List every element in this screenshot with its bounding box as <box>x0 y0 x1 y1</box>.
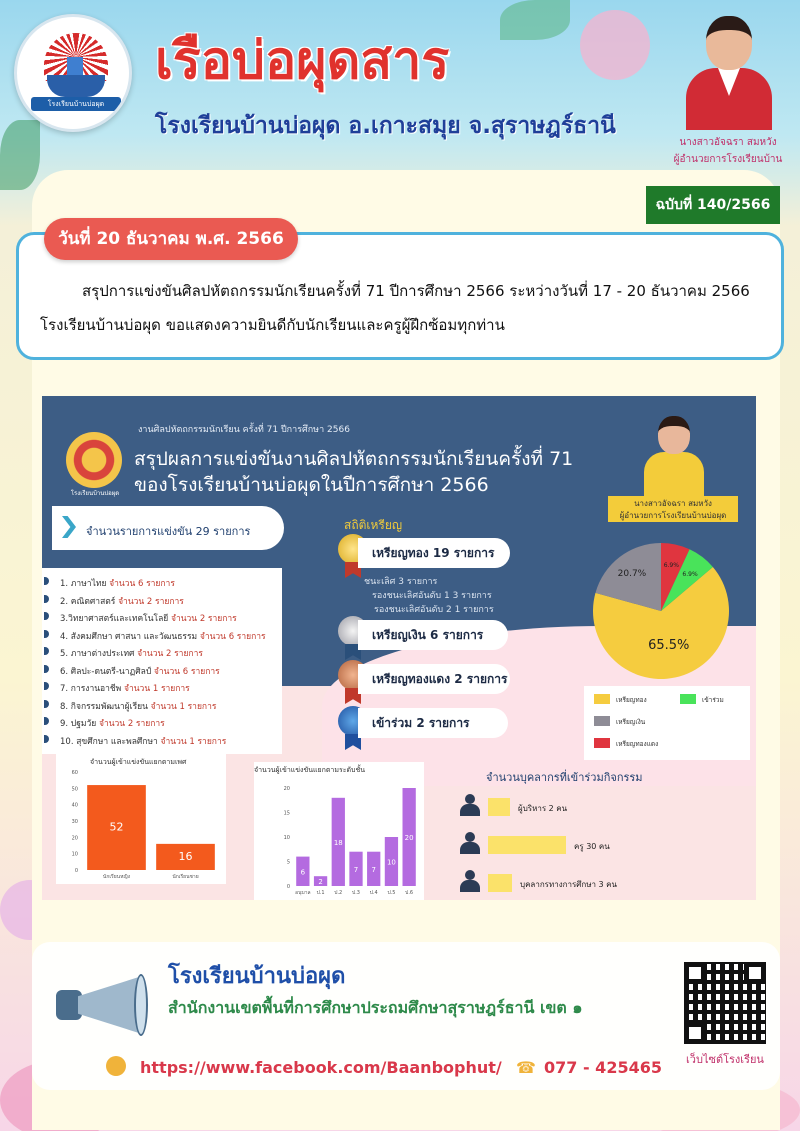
phone-number[interactable]: 077 - 425465 <box>544 1058 662 1077</box>
person-icon <box>460 832 480 854</box>
subject-list <box>42 568 282 754</box>
bar-value-label: 52 <box>109 820 124 834</box>
category-label: ป.6 <box>405 890 414 896</box>
y-tick-label: 15 <box>283 810 290 817</box>
legend-swatch <box>594 738 610 748</box>
subject-name: 10. สุขศึกษา และพลศึกษา <box>60 736 161 747</box>
category-label: ป.4 <box>369 890 378 896</box>
subject-name: 8. กิจกรรมพัฒนาผู้เรียน <box>60 701 151 712</box>
gold-sub-1: ชนะเลิศ 3 รายการ <box>364 577 438 587</box>
subject-name: 6. ศิลปะ-ดนตรี-นาฏศิลป์ <box>60 666 154 677</box>
bronze-medal-pill: เหรียญทองแดง 2 รายการ <box>358 664 510 694</box>
director-position: ผู้อำนวยการโรงเรียนบ้าน <box>673 154 783 165</box>
infographic-small-title: งานศิลปหัตถกรรมนักเรียน ครั้งที่ 71 ปีการศึกษา 2566 <box>138 425 350 435</box>
infographic-director-namebox <box>608 496 738 522</box>
gender-bar-chart <box>56 754 226 884</box>
category-label: ป.2 <box>334 890 343 896</box>
facebook-link[interactable]: https://www.facebook.com/Baanbophut/ <box>140 1058 502 1077</box>
subject-count: จำนวน 2 รายการ <box>170 614 237 624</box>
subject-item <box>60 699 216 713</box>
staff-label: บุคลากรทางการศึกษา 3 คน <box>520 880 617 889</box>
y-tick-label: 0 <box>286 884 290 890</box>
results-infographic <box>42 396 756 900</box>
person-icon <box>460 794 480 816</box>
staff-bar <box>488 836 566 854</box>
subject-name: 1. ภาษาไทย <box>60 579 110 589</box>
subject-item <box>60 734 226 748</box>
legend-label: เหรียญทองแดง <box>616 740 659 748</box>
y-tick-label: 10 <box>283 835 290 841</box>
y-tick-label: 30 <box>71 819 78 825</box>
legend-label: เข้าร่วม <box>702 696 724 704</box>
silver-medal-pill: เหรียญเงิน 6 รายการ <box>358 620 508 650</box>
legend-label: เหรียญทอง <box>616 696 647 704</box>
category-label: อนุบาล <box>295 890 311 896</box>
list-bullet-icon <box>44 682 49 690</box>
gold-medal-pill: เหรียญทอง 19 รายการ <box>358 538 510 568</box>
category-label: นักเรียนชาย <box>172 874 199 880</box>
infographic-title: สรุปผลการแข่งขันงานศิลปหัตถกรรมนักเรียนครั้งที่ 71 ของโรงเรียนบ้านบ่อผุดในปีการศึกษา 2566 <box>134 448 574 496</box>
subject-name: 4. สังคมศึกษา ศาสนา และวัฒนธรรม <box>60 631 200 642</box>
list-bullet-icon <box>44 717 49 725</box>
list-bullet-icon <box>44 647 49 655</box>
list-bullet-icon <box>44 700 49 708</box>
pie-label-0: 65.5% <box>648 638 690 654</box>
infographic-director-position: ผู้อำนวยการโรงเรียนบ้านบ่อผุด <box>619 511 727 520</box>
subject-count: จำนวน 2 รายการ <box>98 719 165 729</box>
y-tick-label: 5 <box>286 859 290 866</box>
bar-value-label: 2 <box>318 878 323 887</box>
subject-name: 3.วิทยาศาสตร์และเทคโนโลยี <box>60 614 171 624</box>
subject-name: 9. ปฐมวัย <box>60 719 99 729</box>
subject-count: จำนวน 1 รายการ <box>123 684 190 694</box>
phone-icon: ☎ <box>516 1058 536 1077</box>
obec-emblem-icon <box>66 432 122 488</box>
y-tick-label: 20 <box>283 786 290 792</box>
staff-title: จำนวนบุคลากรที่เข้าร่วมกิจกรรม <box>486 771 643 784</box>
footer-office: สำนักงานเขตพื้นที่การศึกษาประถมศึกษาสุราษฎร์ธานี เขต ๑ <box>168 998 583 1017</box>
gold-sub-2: รองชนะเลิศอันดับ 1 3 รายการ <box>372 591 492 601</box>
y-tick-label: 20 <box>71 835 78 842</box>
y-tick-label: 60 <box>71 770 78 776</box>
megaphone-icon <box>48 966 158 1046</box>
bar-value-label: 16 <box>178 849 193 863</box>
legend-swatch <box>594 716 610 726</box>
medal-pie-chart <box>586 536 736 686</box>
bar-value-label: 18 <box>333 838 343 847</box>
list-bullet-icon <box>44 577 49 585</box>
flower-decoration <box>580 10 650 80</box>
infographic-director-photo <box>640 414 708 496</box>
medal-heading: สถิติเหรียญ <box>344 518 403 532</box>
leaf-decoration <box>500 0 570 40</box>
subject-item <box>60 611 237 625</box>
staff-label: ครู 30 คน <box>574 842 610 851</box>
infographic-director-name: นางสาวอัจฉรา สมหวัง <box>634 499 712 508</box>
subject-count: จำนวน 2 รายการ <box>118 596 184 607</box>
bar-value-label: 20 <box>404 834 414 842</box>
logo-tower <box>67 57 83 77</box>
newsletter-title: เรือบ่อผุดสาร <box>155 30 450 91</box>
subject-item <box>60 716 165 730</box>
qr-code[interactable] <box>684 962 766 1044</box>
y-tick-label: 10 <box>71 851 78 858</box>
subject-count: จำนวน 1 รายการ <box>160 736 227 747</box>
leaf-decoration <box>0 120 40 190</box>
grade-bar-chart <box>254 762 424 900</box>
emblem-caption: โรงเรียนบ้านบ่อผุด <box>70 490 120 497</box>
y-tick-label: 40 <box>71 802 78 809</box>
subject-item <box>60 681 190 695</box>
category-label: ป.5 <box>387 890 396 896</box>
globe-icon <box>106 1056 126 1076</box>
subject-name: 5. ภาษาต่างประเทศ <box>60 649 138 659</box>
bar-value-label: 7 <box>353 865 359 874</box>
pie-label-1: 20.7% <box>617 568 647 579</box>
logo-band-text: โรงเรียนบ้านบ่อผุด <box>31 97 121 111</box>
summary-text: สรุปการแข่งขันศิลปหัตถกรรมนักเรียนครั้งที่ 71 ปีการศึกษา 2566 ระหว่างวันที่ 17 - 20 ธันวาคม 2566 โรงเรียนบ้านบ่อผุด ขอแสดงความยินดีกับนักเรียนและครูผู้ฝึกซ้อมทุกท่าน <box>40 282 750 334</box>
category-label: ป.1 <box>316 890 325 896</box>
subject-name: 2. คณิตศาสตร์ <box>60 596 119 607</box>
date-badge: วันที่ 20 ธันวาคม พ.ศ. 2566 <box>44 218 298 260</box>
bar-value-label: 6 <box>300 868 306 877</box>
legend-swatch <box>680 694 696 704</box>
pie-label-2: 6.9% <box>663 562 679 570</box>
list-bullet-icon <box>44 735 49 743</box>
bar-value-label: 7 <box>371 865 376 874</box>
subject-item <box>60 576 175 590</box>
director-head <box>706 16 752 70</box>
director-name: นางสาวอัจฉรา สมหวัง <box>679 137 777 148</box>
director-photo <box>676 10 782 130</box>
bar-value-label: 10 <box>386 858 396 867</box>
pie-legend <box>584 686 750 760</box>
y-tick-label: 0 <box>74 868 78 874</box>
subject-item <box>60 664 220 678</box>
subject-name: 7. การงานอาชีพ <box>60 684 124 694</box>
staff-bar <box>488 874 512 892</box>
subject-item <box>60 594 184 608</box>
staff-label: ผู้บริหาร 2 คน <box>518 804 568 813</box>
school-subtitle: โรงเรียนบ้านบ่อผุด อ.เกาะสมุย จ.สุราษฎร์ธานี <box>155 113 616 139</box>
list-bullet-icon <box>44 612 49 620</box>
subject-count: จำนวน 6 รายการ <box>153 666 220 677</box>
subject-count: จำนวน 2 รายการ <box>137 649 203 659</box>
school-logo <box>14 14 132 132</box>
legend-label: เหรียญเงิน <box>616 718 646 726</box>
y-tick-label: 50 <box>71 786 78 793</box>
logo-ship-icon <box>47 75 105 97</box>
staff-bar <box>488 798 510 816</box>
footer-school-name: โรงเรียนบ้านบ่อผุด <box>168 964 346 989</box>
chart-title: จำนวนผู้เข้าแข่งขันแยกตามเพศ <box>90 758 187 766</box>
subject-count: จำนวน 1 รายการ <box>150 701 217 712</box>
competition-count: จำนวนรายการแข่งขัน 29 รายการ <box>86 525 251 538</box>
subject-item <box>60 629 266 643</box>
participation-pill: เข้าร่วม 2 รายการ <box>358 708 508 738</box>
legend-swatch <box>594 694 610 704</box>
qr-caption: เว็บไซต์โรงเรียน <box>686 1053 764 1066</box>
issue-number: ฉบับที่ 140/2566 <box>646 186 780 224</box>
subject-count: จำนวน 6 รายการ <box>199 631 266 642</box>
subject-item <box>60 646 203 660</box>
gold-sub-3: รองชนะเลิศอันดับ 2 1 รายการ <box>374 605 494 615</box>
person-icon <box>460 870 480 892</box>
subject-count: จำนวน 6 รายการ <box>109 579 175 589</box>
chart-title: จำนวนผู้เข้าแข่งขันแยกตามระดับชั้น <box>254 766 366 774</box>
list-bullet-icon <box>44 665 49 673</box>
category-label: ป.3 <box>352 890 360 896</box>
list-bullet-icon <box>44 595 49 603</box>
pie-label-3: 6.9% <box>682 570 698 578</box>
category-label: นักเรียนหญิง <box>102 874 131 880</box>
list-bullet-icon <box>44 630 49 638</box>
